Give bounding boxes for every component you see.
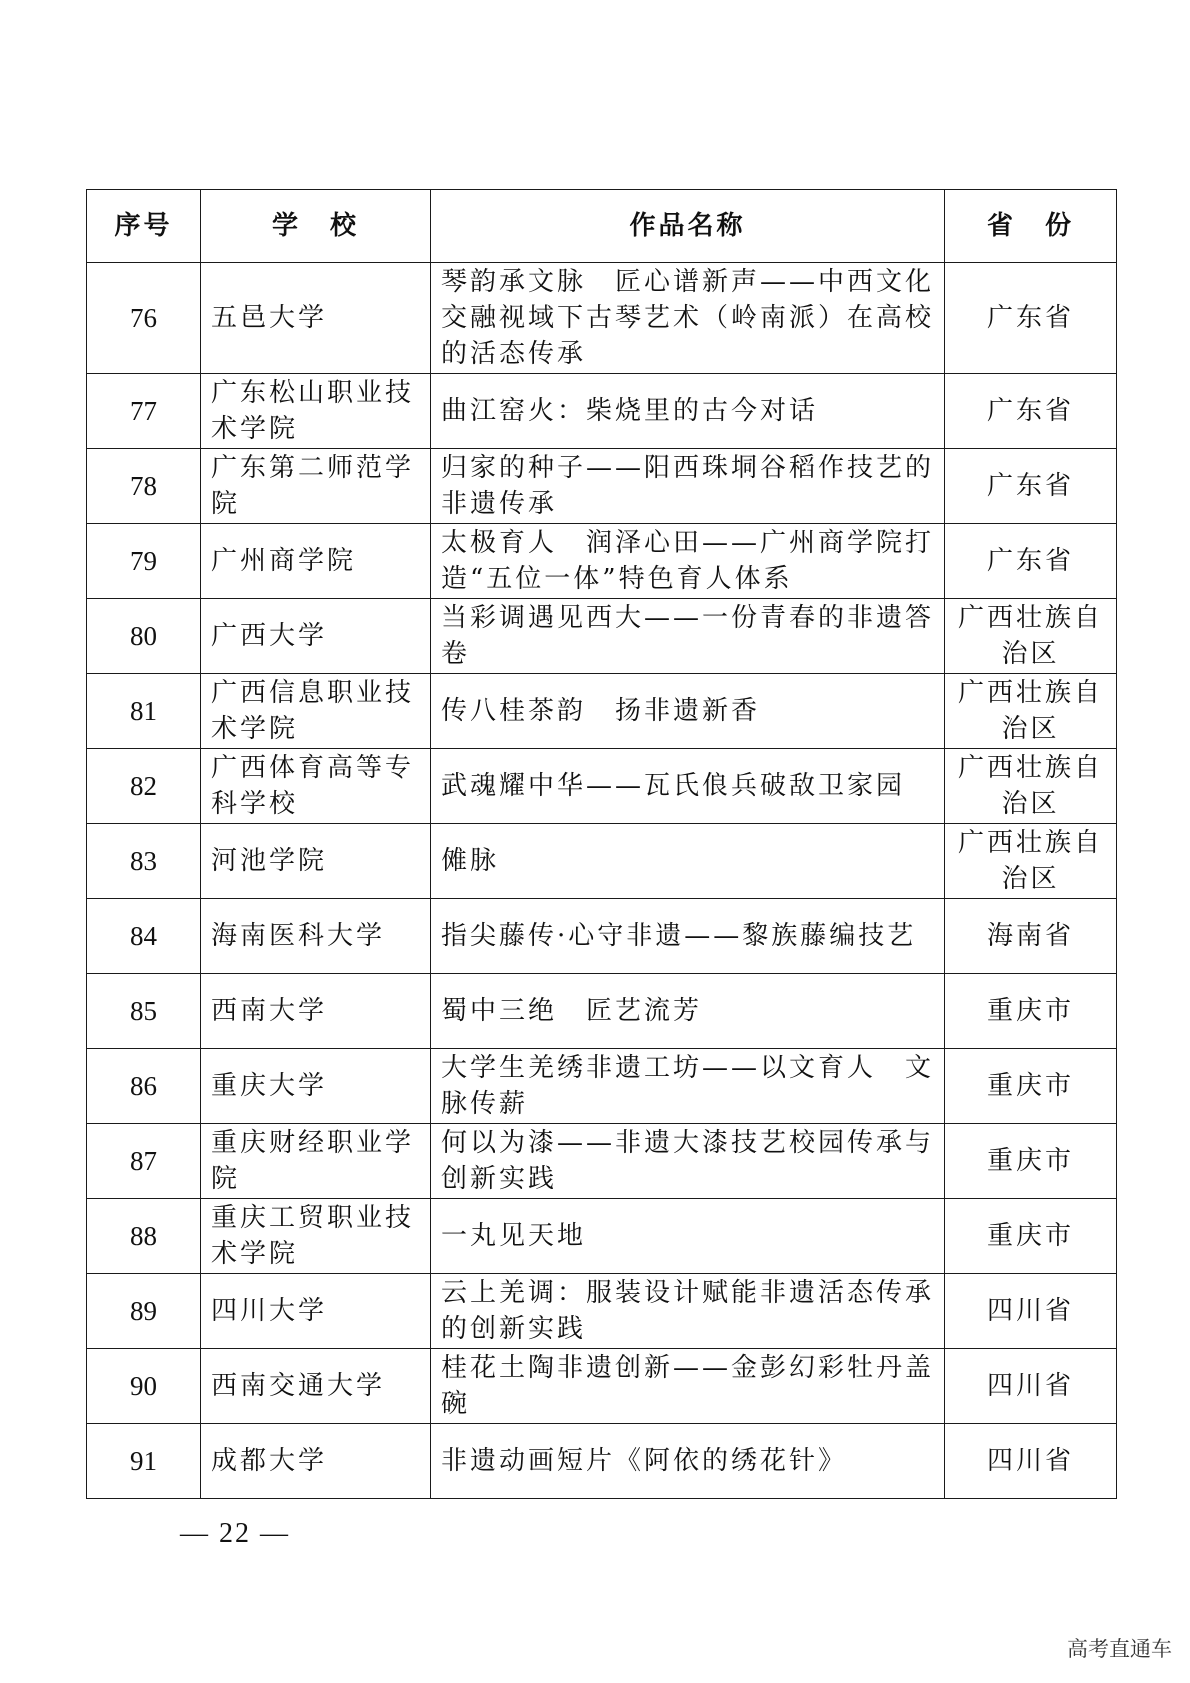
header-school: 学 校 [201,190,431,263]
cell-province: 重庆市 [945,1199,1117,1274]
cell-number: 90 [87,1349,201,1424]
table-row [87,1124,1117,1199]
cell-school: 广东第二师范学院 [201,449,431,524]
cell-school: 广西信息职业技术学院 [201,674,431,749]
cell-work-title: 蜀中三绝 匠艺流芳 [431,974,945,1049]
cell-school: 四川大学 [201,1274,431,1349]
cell-number: 76 [87,263,201,374]
cell-work-title: 大学生羌绣非遗工坊——以文育人 文脉传薪 [431,1049,945,1124]
cell-school: 重庆工贸职业技术学院 [201,1199,431,1274]
cell-work-title: 一丸见天地 [431,1199,945,1274]
cell-province: 海南省 [945,899,1117,974]
cell-school: 西南交通大学 [201,1349,431,1424]
cell-province: 广西壮族自治区 [945,599,1117,674]
table-body [87,263,1117,1499]
cell-province: 广西壮族自治区 [945,749,1117,824]
table-row [87,374,1117,449]
table-row [87,449,1117,524]
cell-work-title: 琴韵承文脉 匠心谱新声——中西文化交融视域下古琴艺术（岭南派）在高校的活态传承 [431,263,945,374]
cell-number: 85 [87,974,201,1049]
cell-number: 84 [87,899,201,974]
cell-school: 成都大学 [201,1424,431,1499]
cell-province: 广西壮族自治区 [945,824,1117,899]
cell-work-title: 何以为漆——非遗大漆技艺校园传承与创新实践 [431,1124,945,1199]
cell-work-title: 归家的种子——阳西珠垌谷稻作技艺的非遗传承 [431,449,945,524]
cell-number: 77 [87,374,201,449]
watermark: 高考直通车 [1067,1637,1172,1661]
page-number: — 22 — [180,1518,290,1549]
cell-number: 89 [87,1274,201,1349]
table-row [87,674,1117,749]
header-province: 省 份 [945,190,1117,263]
cell-number: 88 [87,1199,201,1274]
cell-province: 四川省 [945,1424,1117,1499]
table-row [87,1049,1117,1124]
cell-school: 广西体育高等专科学校 [201,749,431,824]
table-row [87,749,1117,824]
header-work: 作品名称 [431,190,945,263]
table-row [87,1274,1117,1349]
header-no: 序号 [87,190,201,263]
cell-province: 广东省 [945,524,1117,599]
cell-work-title: 武魂耀中华——瓦氏俍兵破敌卫家园 [431,749,945,824]
cell-province: 四川省 [945,1274,1117,1349]
table-row [87,899,1117,974]
table-row [87,524,1117,599]
table-header [87,190,1117,263]
cell-province: 重庆市 [945,1124,1117,1199]
cell-school: 广西大学 [201,599,431,674]
cell-school: 五邑大学 [201,263,431,374]
table-row [87,599,1117,674]
cell-province: 四川省 [945,1349,1117,1424]
cell-number: 87 [87,1124,201,1199]
table-row [87,1349,1117,1424]
cell-province: 广东省 [945,449,1117,524]
cell-work-title: 太极育人 润泽心田——广州商学院打造“五位一体”特色育人体系 [431,524,945,599]
cell-province: 广东省 [945,263,1117,374]
table-row [87,1424,1117,1499]
table-row [87,1199,1117,1274]
cell-school: 河池学院 [201,824,431,899]
table-row [87,824,1117,899]
cell-number: 83 [87,824,201,899]
cell-province: 重庆市 [945,1049,1117,1124]
cell-work-title: 曲江窑火：柴烧里的古今对话 [431,374,945,449]
cell-work-title: 指尖藤传·心守非遗——黎族藤编技艺 [431,899,945,974]
cell-school: 广东松山职业技术学院 [201,374,431,449]
cell-work-title: 非遗动画短片《阿依的绣花针》 [431,1424,945,1499]
cell-work-title: 傩脉 [431,824,945,899]
header-row [87,190,1117,263]
cell-school: 海南医科大学 [201,899,431,974]
cell-number: 82 [87,749,201,824]
cell-number: 86 [87,1049,201,1124]
cell-number: 81 [87,674,201,749]
cell-school: 西南大学 [201,974,431,1049]
cell-province: 广东省 [945,374,1117,449]
cell-number: 80 [87,599,201,674]
cell-number: 79 [87,524,201,599]
cell-province: 重庆市 [945,974,1117,1049]
cell-work-title: 桂花土陶非遗创新——金彭幻彩牡丹盖碗 [431,1349,945,1424]
cell-school: 广州商学院 [201,524,431,599]
cell-school: 重庆大学 [201,1049,431,1124]
cell-school: 重庆财经职业学院 [201,1124,431,1199]
cell-work-title: 传八桂茶韵 扬非遗新香 [431,674,945,749]
cell-work-title: 当彩调遇见西大——一份青春的非遗答卷 [431,599,945,674]
table-row [87,263,1117,374]
table-row [87,974,1117,1049]
cell-work-title: 云上羌调：服装设计赋能非遗活态传承的创新实践 [431,1274,945,1349]
works-table [86,189,1117,1499]
cell-number: 91 [87,1424,201,1499]
cell-number: 78 [87,449,201,524]
cell-province: 广西壮族自治区 [945,674,1117,749]
